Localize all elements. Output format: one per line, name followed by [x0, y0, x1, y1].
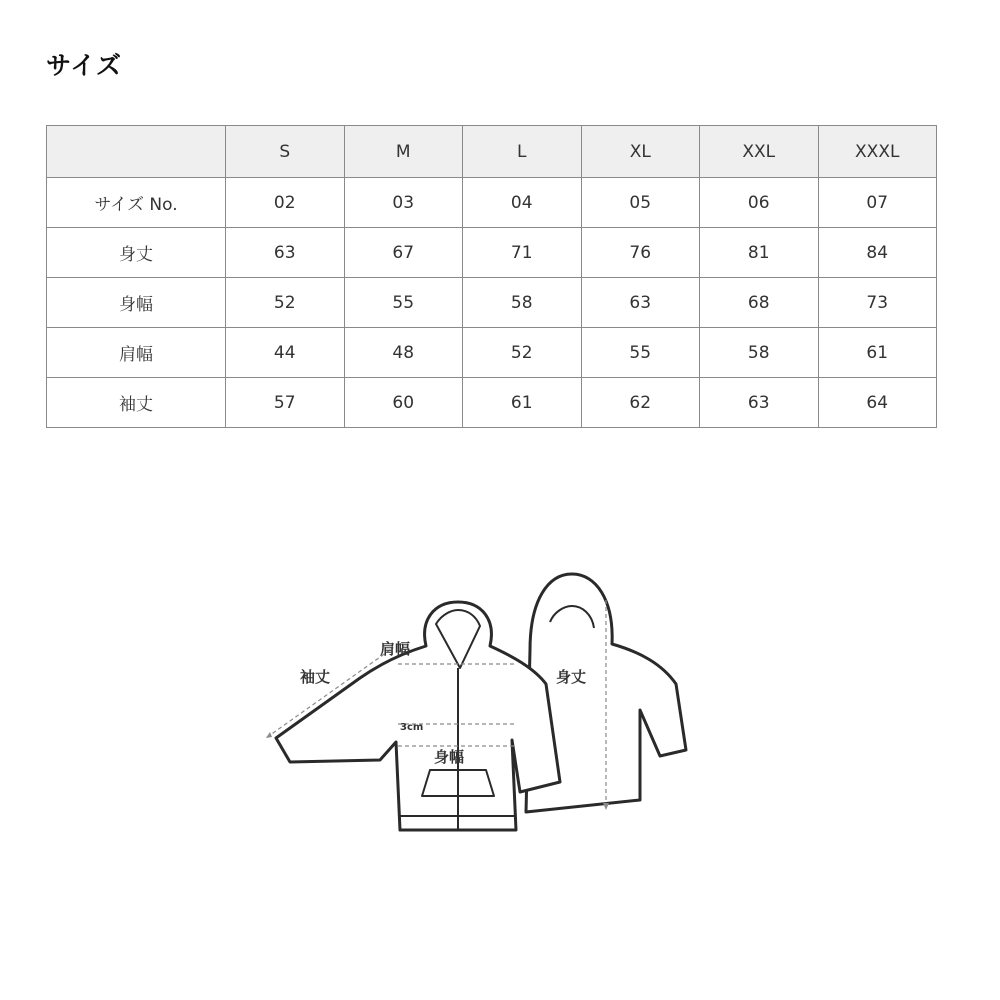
table-cell: 61 — [818, 328, 937, 378]
table-cell: 63 — [226, 228, 345, 278]
page-title: サイズ — [46, 51, 123, 80]
table-header-row — [47, 126, 937, 178]
table-cell: 81 — [700, 228, 819, 278]
hoodie-illustration — [230, 560, 730, 860]
table-cell: 57 — [226, 378, 345, 428]
label-shoulder-width: 肩幅 — [380, 640, 411, 658]
table-row — [47, 278, 937, 328]
table-cell: 52 — [226, 278, 345, 328]
table-row — [47, 378, 937, 428]
table-cell: 04 — [463, 178, 582, 228]
table-cell: 63 — [581, 278, 700, 328]
column-header: M — [344, 126, 463, 178]
table-cell: 06 — [700, 178, 819, 228]
row-label: 身丈 — [47, 228, 226, 278]
table-row — [47, 178, 937, 228]
table-row — [47, 228, 937, 278]
table-cell: 76 — [581, 228, 700, 278]
label-3cm-offset: 3cm — [400, 722, 424, 733]
table-cell: 55 — [581, 328, 700, 378]
row-label: 袖丈 — [47, 378, 226, 428]
label-chest-width: 身幅 — [434, 748, 465, 766]
table-cell: 71 — [463, 228, 582, 278]
table-cell: 61 — [463, 378, 582, 428]
table-cell: 58 — [700, 328, 819, 378]
size-chart-table — [46, 125, 937, 428]
column-header: XXXL — [818, 126, 937, 178]
table-cell: 60 — [344, 378, 463, 428]
table-cell: 73 — [818, 278, 937, 328]
table-cell: 44 — [226, 328, 345, 378]
table-cell: 03 — [344, 178, 463, 228]
table-cell: 52 — [463, 328, 582, 378]
table-cell: 63 — [700, 378, 819, 428]
label-sleeve-length: 袖丈 — [300, 668, 331, 686]
table-cell: 05 — [581, 178, 700, 228]
table-cell: 84 — [818, 228, 937, 278]
row-label: サイズ No. — [47, 178, 226, 228]
table-row — [47, 328, 937, 378]
table-cell: 55 — [344, 278, 463, 328]
hoodie-front-view — [276, 602, 560, 830]
table-cell: 07 — [818, 178, 937, 228]
row-label: 肩幅 — [47, 328, 226, 378]
row-label: 身幅 — [47, 278, 226, 328]
column-header: XL — [581, 126, 700, 178]
table-cell: 68 — [700, 278, 819, 328]
table-cell: 62 — [581, 378, 700, 428]
label-body-length: 身丈 — [556, 668, 587, 686]
column-header: L — [463, 126, 582, 178]
table-cell: 58 — [463, 278, 582, 328]
table-cell: 02 — [226, 178, 345, 228]
table-corner-cell — [47, 126, 226, 178]
table-cell: 64 — [818, 378, 937, 428]
table-cell: 67 — [344, 228, 463, 278]
column-header: XXL — [700, 126, 819, 178]
table-cell: 48 — [344, 328, 463, 378]
column-header: S — [226, 126, 345, 178]
hoodie-measurement-diagram — [230, 560, 730, 860]
